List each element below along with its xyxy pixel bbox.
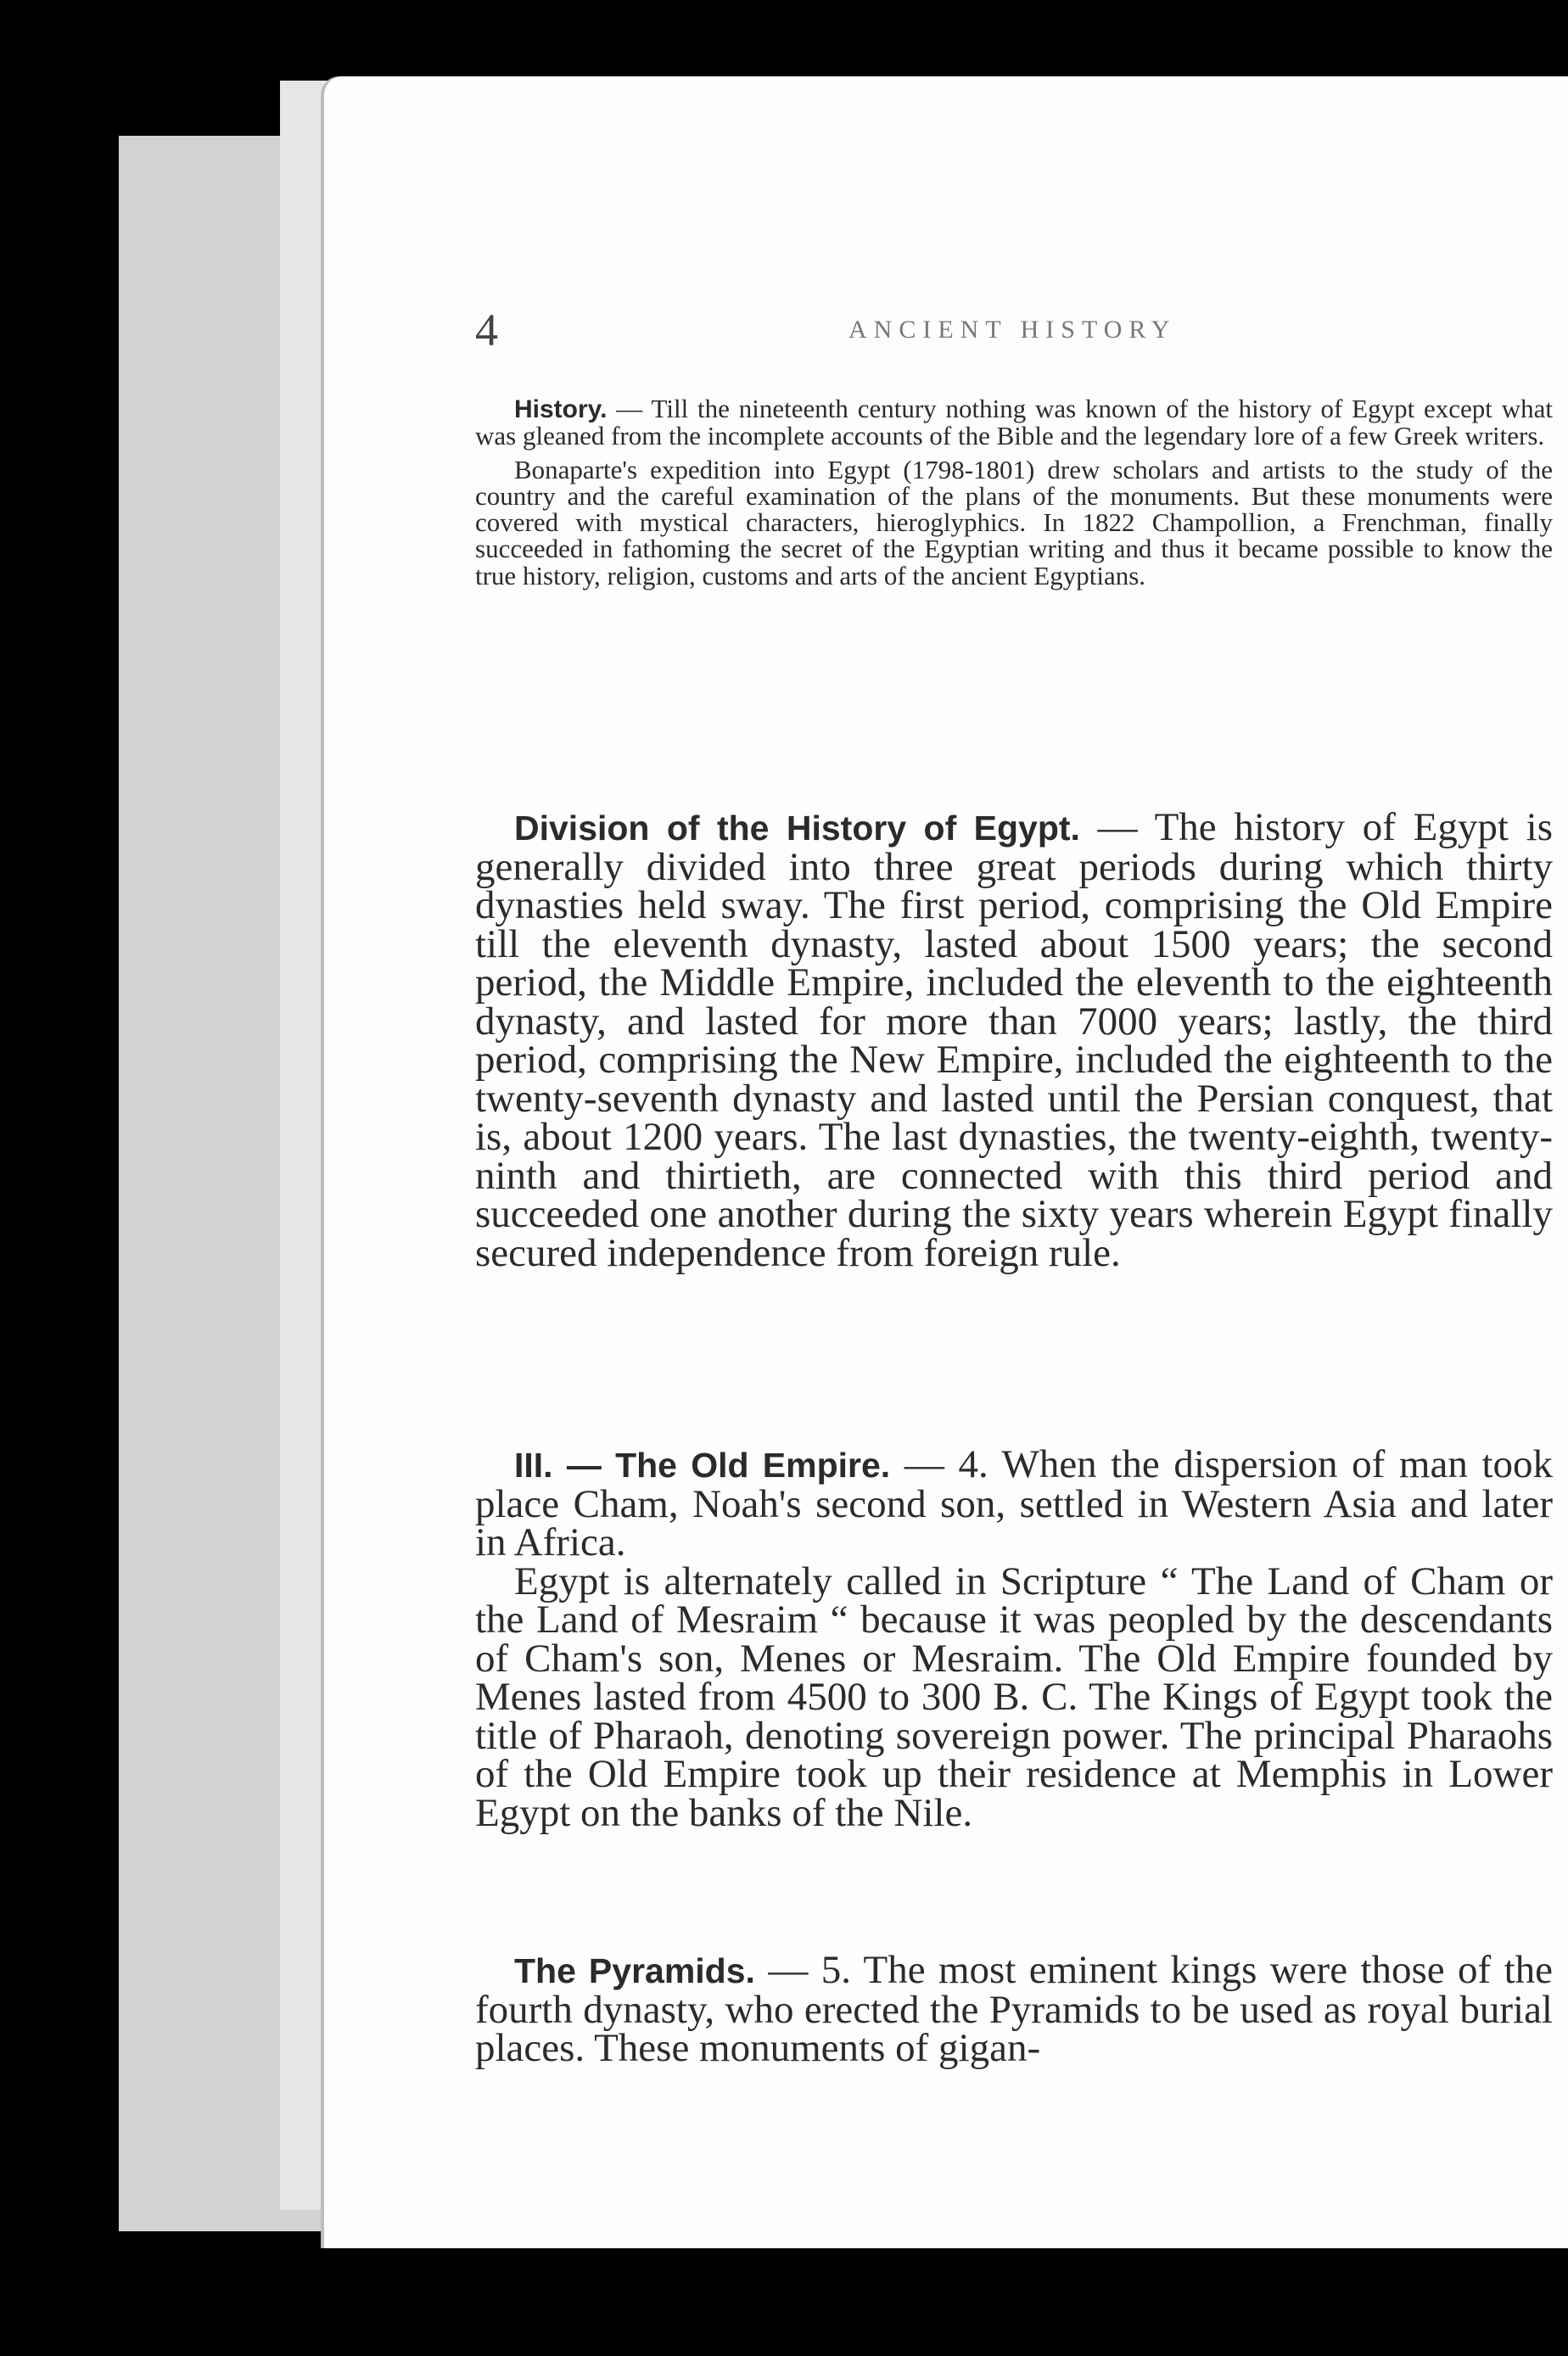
division-text: — The history of Egypt is generally divided into three great periods during which thirty dynasties held sway. The first period, comprising the Old Empire till the eleventh dynasty, lasted about 1500 years; the second period, the Middle Empire, included the eleventh to the eighteenth dynasty, and lasted for more than 7000 years; lastly, the third period, comprising the New Empire, included the eighteenth to the twenty-seventh dynasty and lasted until the Persian conquest, that is, about 1200 years. The last dynasties, the twenty-eighth, twenty-ninth and thirtieth, are connected with this third period and succeeded one another during the sixty years wherein Egypt finally secured independence from foreign rule. — [475, 805, 1554, 1275]
history-paragraph-1 — [475, 395, 1553, 450]
history-heading: History. — [514, 395, 608, 423]
pyramids-paragraph — [475, 1948, 1554, 2070]
old-empire-text-1: — 4. When the dispersion of man took place Cham, Noah's second son, settled in Western Asia and later in Africa. — [475, 1442, 1554, 1564]
running-head — [475, 304, 1568, 355]
old-empire-section — [475, 1442, 1554, 1835]
pyramids-heading: The Pyramids. — [514, 1951, 755, 1990]
history-paragraph-2: Bonaparte's expedition into Egypt (1798-1801) drew scholars and artists to the study of the country and the careful examination of the plans of the monuments. But these monuments were covered with mystical characters, hieroglyphics. In 1822 Champollion, a Frenchman, finally succeeded in fathoming the secret of the Egyptian writing and thus it became possible to know the true history, religion, customs and arts of the ancient Egyptians. — [475, 454, 1553, 590]
pyramids-section — [475, 1948, 1554, 2070]
pyramids-text: — 5. The most eminent kings were those of the fourth dynasty, who erected the Pyramids to be used as royal burial places. These monuments of gigan- — [475, 1948, 1554, 2070]
division-paragraph — [475, 805, 1554, 1275]
old-empire-paragraph-1 — [475, 1442, 1554, 1564]
old-empire-paragraph-2: Egypt is alternately called in Scripture “ The Land of Cham or the Land of Mesraim “ because it was peopled by the descendants of Cham's son, Menes or Mesraim. The Old Empire founded by Menes lasted from 4500 to 300 B. C. The Kings of Egypt took the title of Pharaoh, denoting sovereign power. The principal Pharaohs of the Old Empire took up their residence at Memphis in Lower Egypt on the banks of the Nile. — [475, 1559, 1553, 1835]
page-number: 4 — [475, 305, 498, 355]
old-empire-heading: III. — The Old Empire. — [514, 1446, 891, 1485]
history-section — [475, 395, 1553, 589]
history-text-1: — Till the nineteenth century nothing was known of the history of Egypt except what was gleaned from the incomplete accounts of the Bible and the legendary lore of a few Greek writers. — [475, 394, 1553, 451]
division-section — [475, 805, 1554, 1275]
running-title: ANCIENT HISTORY — [848, 316, 1177, 344]
division-heading: Division of the History of Egypt. — [514, 809, 1080, 848]
